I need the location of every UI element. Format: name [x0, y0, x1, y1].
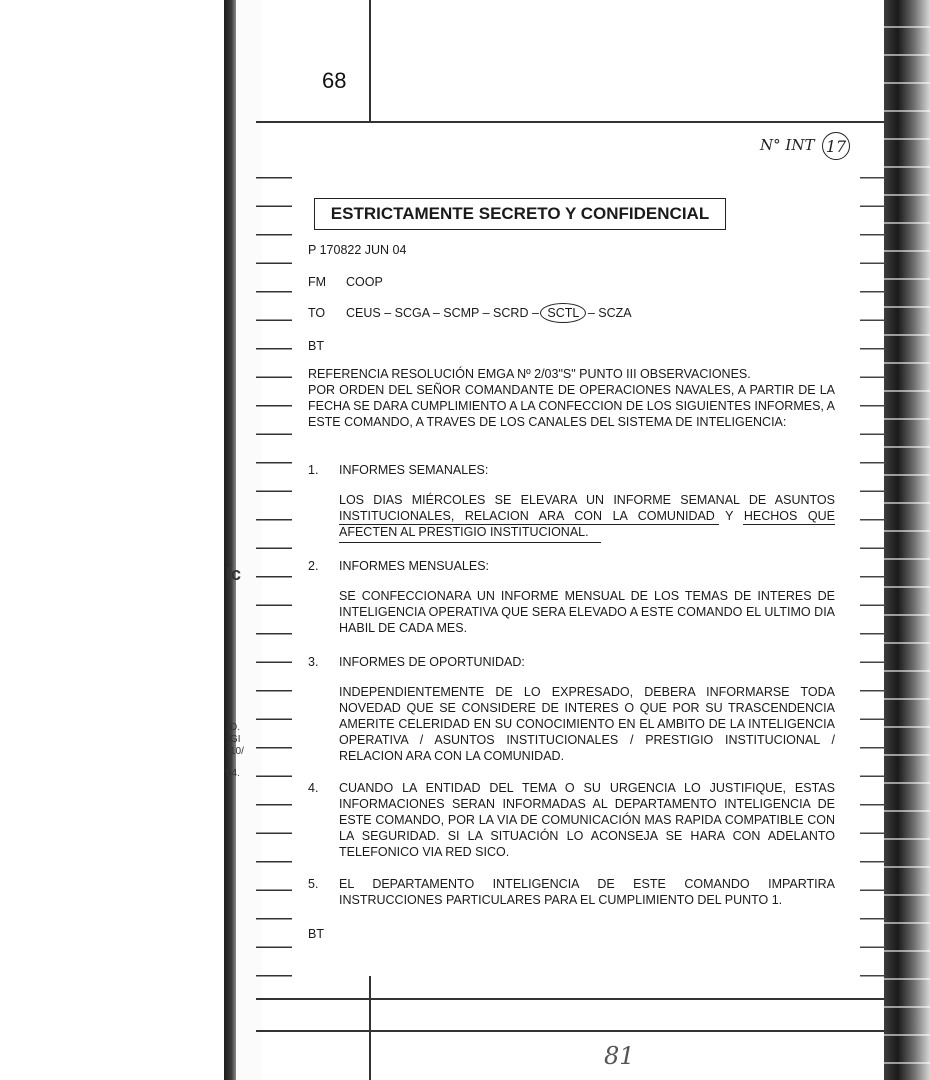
reference-line: REFERENCIA RESOLUCIÓN EMGA Nº 2/03"S" PUNTO III OBSERVACIONES. — [308, 367, 751, 381]
margin-fragment: GI — [230, 734, 241, 745]
handwritten-reference: N° INT — [760, 136, 815, 154]
to-addressees — [346, 305, 632, 321]
item-body: EL DEPARTAMENTO INTELIGENCIA DE ESTE COMANDO IMPARTIRA INSTRUCCIONES PARTICULARES PARA EL CUMPLIMIENTO DEL PUNTO 1. — [339, 877, 835, 907]
margin-fragment: D. — [230, 722, 240, 733]
bottom-frame-line-1 — [256, 998, 884, 1000]
handwritten-folio-number: 81 — [604, 1042, 635, 1070]
handwritten-underline — [339, 524, 719, 525]
item-number: 2. — [308, 559, 319, 573]
binder-edge-lines — [884, 0, 930, 1080]
handwritten-underline — [339, 542, 601, 543]
intro-paragraph: POR ORDEN DEL SEÑOR COMANDANTE DE OPERACIONES NAVALES, A PARTIR DE LA FECHA SE DARA CUMPLIMIENTO A LA CONFECCION DE LOS SIGUIENTES INFORMES, A ESTE COMANDO, A TRAVES DE LOS CANALES DEL SISTEMA DE INTELIGENCIA: — [308, 383, 835, 429]
page-stack-shadow — [224, 0, 236, 1080]
item-number: 1. — [308, 463, 319, 477]
item-number: 4. — [308, 781, 319, 795]
to-circled-addressee: SCTL — [540, 303, 586, 323]
item-title: INFORMES MENSUALES: — [339, 559, 490, 573]
from-label: FM — [308, 275, 327, 289]
item-body: INDEPENDIENTEMENTE DE LO EXPRESADO, DEBERA INFORMARSE TODA NOVEDAD QUE SE CONSIDERE DE INTERES O QUE POR SU TRASCENDENCIA AMERITE CELERIDAD EN SU CONOCIMIENTO EN EL AMBITO DE LA INTELIGENCIA OPERATIVA / ASUNTOS INSTITUCIONALES / PRESTIGIO INSTITUCIONAL / RELACION ARA CON LA COMUNIDAD. — [339, 685, 835, 763]
from-value: COOP — [346, 275, 383, 289]
to-label: TO — [308, 306, 326, 320]
handwritten-reference-number: 17 — [822, 132, 850, 160]
item-title: INFORMES SEMANALES: — [339, 463, 489, 477]
top-frame-line — [256, 121, 884, 123]
page-number: 68 — [322, 68, 347, 93]
bottom-frame-line-2 — [256, 1030, 884, 1032]
right-ruled-ticks — [860, 150, 886, 980]
to-addressees-after: – SCZA — [587, 306, 632, 320]
left-ruled-ticks — [256, 150, 292, 980]
bt-close: BT — [308, 927, 324, 941]
bottom-column-divider — [369, 976, 371, 1080]
margin-fragment: 10/ — [230, 746, 244, 757]
to-addressees-before: CEUS – SCGA – SCMP – SCRD – — [346, 306, 539, 320]
item-title: INFORMES DE OPORTUNIDAD: — [339, 655, 525, 669]
margin-fragment: Ic — [226, 564, 242, 584]
item-body: SE CONFECCIONARA UN INFORME MENSUAL DE LOS TEMAS DE INTERES DE INTELIGENCIA OPERATIVA QUE SERA ELEVADO A ESTE COMANDO EL ULTIMO DIA HABIL DE CADA MES. — [339, 589, 835, 635]
item-body: CUANDO LA ENTIDAD DEL TEMA O SU URGENCIA LO JUSTIFIQUE, ESTAS INFORMACIONES SERAN INFORMADAS AL DEPARTAMENTO INTELIGENCIA DE ESTE COMANDO, POR LA VIA DE COMUNICACIÓN MAS RAPIDA COMPATIBLE CON LA SEGURIDAD. SI LA SITUACIÓN LO ACONSEJA SE HARA CON ADELANTO TELEFONICO VIA RED SICO. — [339, 781, 835, 859]
priority-dtg: P 170822 JUN 04 — [308, 243, 407, 257]
handwritten-underline — [743, 524, 835, 525]
classification-banner: ESTRICTAMENTE SECRETO Y CONFIDENCIAL — [314, 198, 726, 230]
item-number: 3. — [308, 655, 319, 669]
bt-open: BT — [308, 339, 324, 353]
item-number: 5. — [308, 877, 319, 891]
margin-fragment: '04. — [224, 768, 240, 779]
item-body: LOS DIAS MIÉRCOLES SE ELEVARA UN INFORME SEMANAL DE ASUNTOS INSTITUCIONALES, RELACION ARA CON LA COMUNIDAD Y HECHOS QUE AFECTEN AL PRESTIGIO INSTITUCIONAL. — [339, 493, 835, 539]
top-column-divider — [369, 0, 371, 122]
